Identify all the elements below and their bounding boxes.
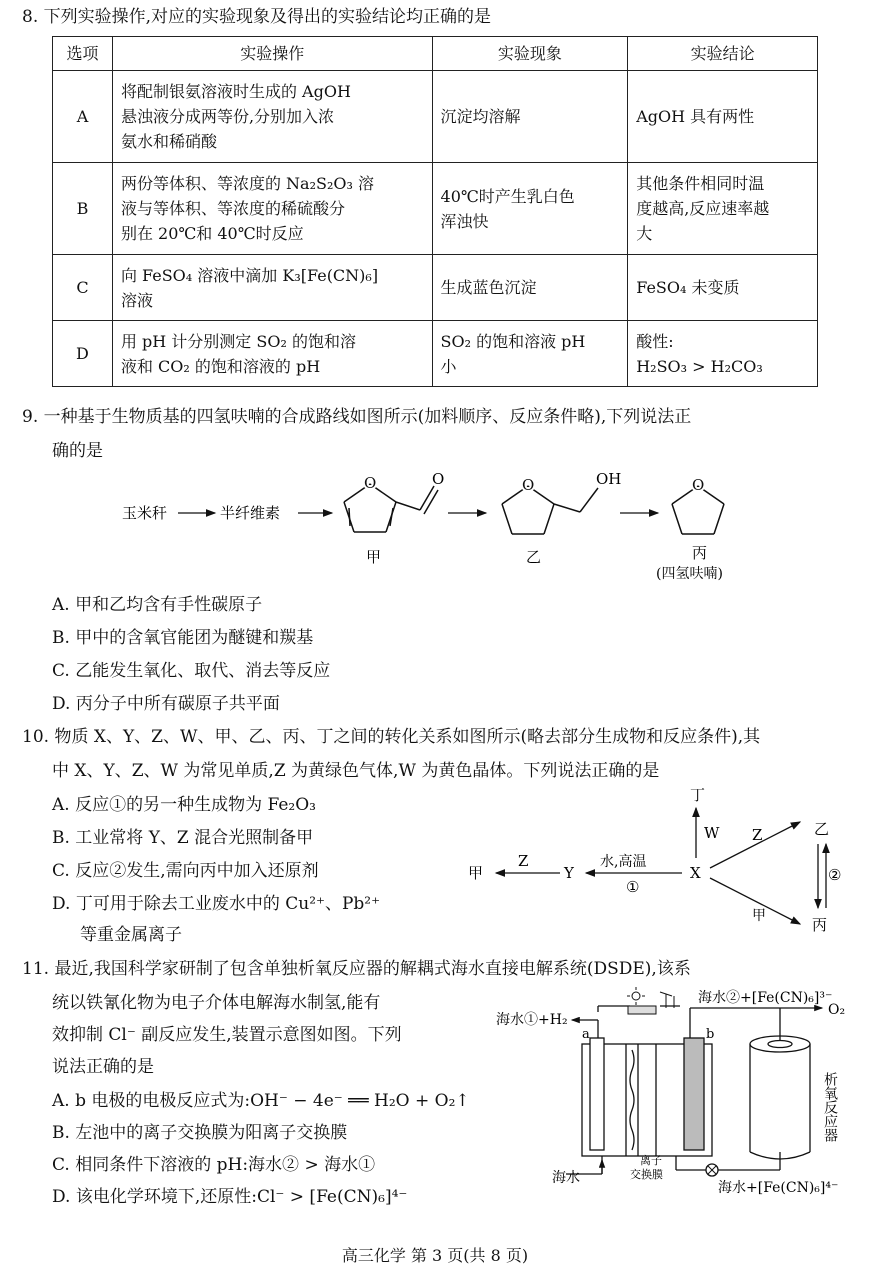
q11-stem: 11. 最近,我国科学家研制了包含单独析氧反应器的解耦式海水直接电解系统(DSDE),该系	[22, 959, 691, 979]
q10-option-c: C. 反应②发生,需向丙中加入还原剂	[52, 861, 319, 881]
page-footer: 高三化学 第 3 页(共 8 页)	[341, 1246, 529, 1265]
electrode-b-label: b	[706, 1027, 715, 1042]
ring-oxygen: O	[364, 474, 377, 492]
furfural-structure	[344, 484, 438, 532]
q10-stem-cont: 中 X、Y、Z、W 为常见单质,Z 为黄绿色气体,W 为黄色晶体。下列说法正确的是	[52, 761, 660, 781]
table-header-row	[53, 37, 818, 71]
row-option: B	[53, 163, 113, 255]
label-z2: Z	[752, 826, 763, 844]
row-option: D	[53, 321, 113, 387]
corn-stalk-label: 玉米秆	[122, 504, 168, 522]
hydroxyl-label: OH	[596, 470, 622, 488]
row-conclusion: 酸性: H₂SO₃ > H₂CO₃	[628, 321, 818, 387]
node-bing: 丙	[812, 916, 828, 934]
q10-stem: 10. 物质 X、Y、Z、W、甲、乙、丙、丁之间的转化关系如图所示(略去部分生成物和反应条件),其	[22, 727, 761, 747]
row-option: A	[53, 71, 113, 163]
header-conclusion: 实验结论	[628, 37, 818, 71]
q11-dsde-apparatus-diagram	[490, 986, 855, 1200]
seawater-2-label: 海水②+[Fe(CN)₆]³⁻	[698, 990, 833, 1006]
q9-option-d: D. 丙分子中所有碳原子共平面	[52, 694, 280, 714]
q11-option-b: B. 左池中的离子交换膜为阳离子交换膜	[52, 1123, 348, 1143]
label-z: Z	[518, 852, 529, 870]
reactor-label: 析氧反应器	[822, 1072, 838, 1142]
row-phenomenon: 40℃时产生乳白色 浑浊快	[432, 163, 628, 255]
hemicellulose-label: 半纤维素	[220, 504, 281, 522]
reaction2-label: ②	[828, 866, 842, 884]
row-conclusion: 其他条件相同时温 度越高,反应速率越 大	[628, 163, 818, 255]
q8-stem: 8. 下列实验操作,对应的实验现象及得出的实验结论均正确的是	[22, 7, 492, 27]
compound-bing-label: 丙	[692, 544, 708, 562]
header-phenomenon: 实验现象	[432, 37, 628, 71]
ring-oxygen: O	[522, 476, 535, 494]
q9-option-a: A. 甲和乙均含有手性碳原子	[52, 595, 263, 615]
q9-option-c: C. 乙能发生氧化、取代、消去等反应	[52, 661, 331, 681]
q11-stem-line: 效抑制 Cl⁻ 副反应发生,装置示意图如图。下列	[52, 1025, 402, 1045]
q10-option-d-cont: 等重金属离子	[80, 925, 182, 945]
q10-option-b: B. 工业常将 Y、Z 混合光照制备甲	[52, 828, 314, 848]
q11-option-c: C. 相同条件下溶液的 pH:海水② > 海水①	[52, 1155, 376, 1175]
seawater-inlet-label: 海水	[552, 1170, 580, 1186]
table-row	[53, 71, 818, 163]
electrode-a-label: a	[582, 1027, 590, 1042]
q9-option-b: B. 甲中的含氧官能团为醚键和羰基	[52, 628, 314, 648]
table-row	[53, 163, 818, 255]
ring-oxygen: O	[692, 476, 705, 494]
row-operation: 向 FeSO₄ 溶液中滴加 K₃[Fe(CN)₆] 溶液	[112, 255, 432, 321]
header-operation: 实验操作	[112, 37, 432, 71]
q11-stem-line: 统以铁氰化物为电子介体电解海水制氢,能有	[52, 993, 381, 1013]
q11-option-d: D. 该电化学环境下,还原性:Cl⁻ > [Fe(CN)₆]⁴⁻	[52, 1187, 408, 1207]
q9-stem-cont: 确的是	[52, 441, 103, 461]
row-operation: 两份等体积、等浓度的 Na₂S₂O₃ 溶 液与等体积、等浓度的稀硫酸分 别在 20℃和 40℃时反应	[112, 163, 432, 255]
q9-synthesis-route-diagram	[120, 466, 760, 586]
q11-option-a: A. b 电极的电极反应式为:OH⁻ − 4e⁻ ══ H₂O + O₂↑	[52, 1091, 470, 1111]
table-row	[53, 321, 818, 387]
row-phenomenon: SO₂ 的饱和溶液 pH 小	[432, 321, 628, 387]
q8-table	[52, 36, 818, 387]
oxygen-label: O₂	[828, 1002, 846, 1018]
row-conclusion: FeSO₄ 未变质	[628, 255, 818, 321]
seawater-ferrocyanide-label: 海水+[Fe(CN)₆]⁴⁻	[718, 1180, 839, 1196]
node-yi: 乙	[814, 820, 830, 838]
row-option: C	[53, 255, 113, 321]
table-row	[53, 255, 818, 321]
row-operation: 将配制银氨溶液时生成的 AgOH 悬浊液分成两等份,分别加入浓 氨水和稀硝酸	[112, 71, 432, 163]
sun-icon	[627, 987, 645, 1005]
membrane-label: 离子	[640, 1154, 662, 1167]
compound-bing-note: (四氢呋喃)	[656, 566, 723, 582]
node-y: Y	[564, 864, 574, 882]
reaction1-condition: 水,高温	[600, 854, 647, 870]
row-operation: 用 pH 计分别测定 SO₂ 的饱和溶 液和 CO₂ 的饱和溶液的 pH	[112, 321, 432, 387]
row-conclusion: AgOH 具有两性	[628, 71, 818, 163]
seawater-1-label: 海水①+H₂	[496, 1012, 568, 1028]
q9-stem: 9. 一种基于生物质基的四氢呋喃的合成路线如图所示(加料顺序、反应条件略),下列说法正	[22, 407, 692, 427]
node-ding: 丁	[690, 786, 706, 804]
compound-jia-label: 甲	[366, 548, 382, 566]
reaction1-label: ①	[626, 878, 640, 896]
membrane-label: 交换膜	[630, 1168, 663, 1181]
apparatus-lines	[582, 1006, 810, 1174]
ion-exchange-membrane	[630, 1050, 634, 1150]
q10-option-a: A. 反应①的另一种生成物为 Fe₂O₃	[52, 795, 316, 815]
row-phenomenon: 生成蓝色沉淀	[432, 255, 628, 321]
q10-option-d: D. 丁可用于除去工业废水中的 Cu²⁺、Pb²⁺	[52, 894, 381, 914]
q11-stem-line: 说法正确的是	[52, 1057, 154, 1077]
node-jia: 甲	[468, 864, 484, 882]
carbonyl-oxygen: O	[432, 470, 445, 488]
row-phenomenon: 沉淀均溶解	[432, 71, 628, 163]
solar-panel-icon	[628, 1006, 656, 1014]
label-jia2: 甲	[752, 908, 766, 924]
node-x: X	[690, 864, 701, 882]
label-w: W	[704, 824, 720, 842]
compound-yi-label: 乙	[526, 548, 542, 566]
header-option: 选项	[53, 37, 113, 71]
q10-conversion-diagram	[460, 784, 850, 934]
thf-methanol-structure	[502, 486, 598, 534]
